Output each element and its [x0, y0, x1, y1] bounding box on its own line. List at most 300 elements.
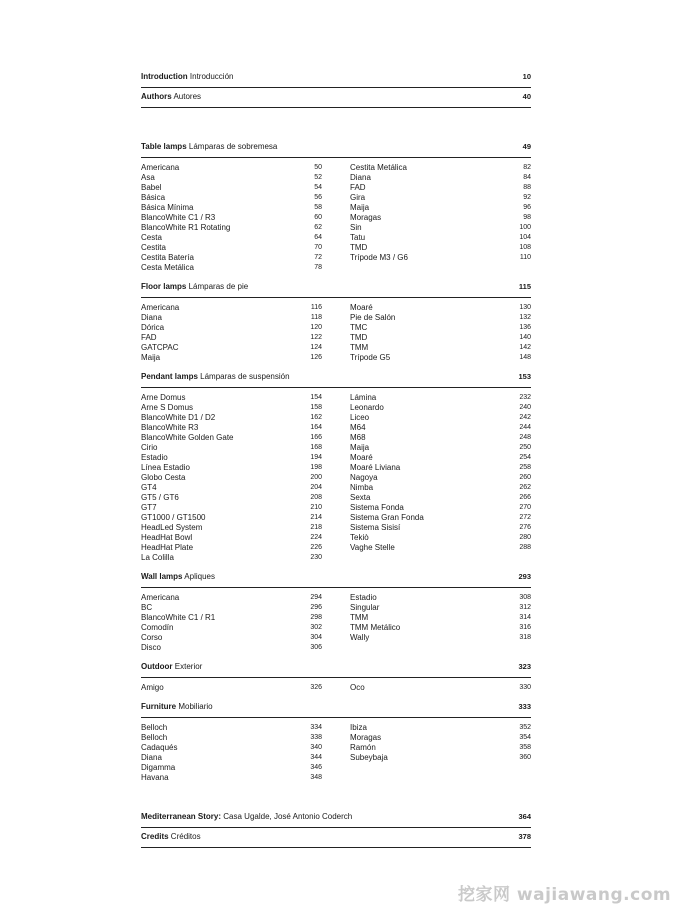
toc-item[interactable]	[141, 333, 322, 343]
toc-item[interactable]	[350, 423, 531, 433]
toc-item[interactable]	[141, 203, 322, 213]
item-page-number: 70	[314, 244, 322, 251]
toc-item[interactable]	[141, 463, 322, 473]
toc-item[interactable]	[141, 393, 322, 403]
item-name: Vaghe Stelle	[350, 543, 395, 552]
item-page-number: 248	[519, 434, 531, 441]
item-name: Oco	[350, 683, 365, 692]
item-page-number: 352	[519, 724, 531, 731]
toc-item[interactable]	[141, 433, 322, 443]
item-page-number: 226	[310, 544, 322, 551]
toc-item[interactable]	[350, 223, 531, 233]
section-header-4[interactable]	[141, 661, 531, 678]
toc-item[interactable]	[141, 483, 322, 493]
item-name: FAD	[141, 333, 157, 342]
item-page-number: 54	[314, 184, 322, 191]
toc-item[interactable]	[350, 623, 531, 633]
toc-item[interactable]	[350, 603, 531, 613]
item-name: Globo Cesta	[141, 473, 186, 482]
section-page-number: 323	[518, 662, 531, 671]
item-page-number: 260	[519, 474, 531, 481]
toc-item[interactable]	[350, 593, 531, 603]
item-page-number: 124	[310, 344, 322, 351]
entry-page-number: 40	[522, 92, 531, 101]
toc-item[interactable]	[141, 773, 322, 783]
item-page-number: 82	[523, 164, 531, 171]
toc-item[interactable]	[350, 473, 531, 483]
section-page-number: 333	[518, 702, 531, 711]
item-page-number: 168	[310, 444, 322, 451]
item-name: HeadHat Bowl	[141, 533, 193, 542]
item-name: GT7	[141, 503, 157, 512]
item-page-number: 56	[314, 194, 322, 201]
item-page-number: 304	[310, 634, 322, 641]
item-name: Línea Estadio	[141, 463, 190, 472]
item-name: Disco	[141, 643, 162, 652]
item-name: FAD	[350, 183, 366, 192]
item-page-number: 340	[310, 744, 322, 751]
watermark-text: 挖家网 wajiawang.com	[458, 885, 672, 905]
item-page-number: 72	[314, 254, 322, 261]
item-name: Cesta Metálica	[141, 263, 194, 272]
item-page-number: 312	[519, 604, 531, 611]
item-page-number: 294	[310, 594, 322, 601]
toc-item[interactable]	[350, 253, 531, 263]
toc-item[interactable]	[141, 233, 322, 243]
item-name: Cestita Batería	[141, 253, 194, 262]
item-name: Belloch	[141, 733, 168, 742]
toc-item[interactable]	[350, 303, 531, 313]
section-header-0[interactable]	[141, 141, 531, 158]
item-page-number: 306	[310, 644, 322, 651]
item-name: Belloch	[141, 723, 168, 732]
toc-item[interactable]	[350, 313, 531, 323]
toc-item[interactable]	[141, 533, 322, 543]
toc-item[interactable]	[141, 453, 322, 463]
toc-item[interactable]	[141, 163, 322, 173]
toc-item[interactable]	[141, 403, 322, 413]
item-name: Corso	[141, 633, 163, 642]
toc-item[interactable]	[350, 433, 531, 443]
item-name: GT5 / GT6	[141, 493, 179, 502]
toc-item[interactable]	[141, 763, 322, 773]
item-page-number: 280	[519, 534, 531, 541]
item-name: TMD	[350, 243, 368, 252]
entries-column-left	[141, 163, 322, 273]
toc-item[interactable]	[141, 683, 322, 693]
item-page-number: 254	[519, 454, 531, 461]
item-page-number: 258	[519, 464, 531, 471]
toc-item[interactable]	[350, 203, 531, 213]
toc-item[interactable]	[350, 753, 531, 763]
item-page-number: 218	[310, 524, 322, 531]
item-page-number: 316	[519, 624, 531, 631]
section-header-1[interactable]	[141, 281, 531, 298]
toc-entry-introduction[interactable]	[141, 71, 531, 88]
item-name: BlancoWhite R1 Rotating	[141, 223, 231, 232]
item-page-number: 84	[523, 174, 531, 181]
toc-item[interactable]	[350, 193, 531, 203]
item-name: Maija	[350, 203, 370, 212]
item-page-number: 96	[523, 204, 531, 211]
item-name: GATCPAC	[141, 343, 179, 352]
toc-item[interactable]	[350, 353, 531, 363]
item-name: Havana	[141, 773, 169, 782]
item-name: HeadHat Plate	[141, 543, 194, 552]
item-page-number: 116	[310, 304, 322, 311]
item-page-number: 132	[519, 314, 531, 321]
item-name: BlancoWhite D1 / D2	[141, 413, 216, 422]
toc-item[interactable]	[350, 403, 531, 413]
item-page-number: 158	[310, 404, 322, 411]
item-page-number: 100	[519, 224, 531, 231]
item-name: Ramón	[350, 743, 376, 752]
item-name: Nagoya	[350, 473, 378, 482]
item-name: BlancoWhite C1 / R3	[141, 213, 216, 222]
item-page-number: 88	[523, 184, 531, 191]
toc-item[interactable]	[141, 353, 322, 363]
item-page-number: 52	[314, 174, 322, 181]
item-name: Comodín	[141, 623, 174, 632]
section-title: Furniture Mobiliario	[141, 702, 213, 711]
toc-item[interactable]	[141, 413, 322, 423]
item-name: BC	[141, 603, 153, 612]
toc-item[interactable]	[141, 343, 322, 353]
item-page-number: 244	[519, 424, 531, 431]
item-name: Gira	[350, 193, 366, 202]
item-name: Arne Domus	[141, 393, 186, 402]
item-name: Diana	[350, 173, 371, 182]
item-name: Americana	[141, 303, 180, 312]
section-title: Outdoor Exterior	[141, 662, 203, 671]
item-page-number: 288	[519, 544, 531, 551]
item-page-number: 162	[310, 414, 322, 421]
item-page-number: 338	[310, 734, 322, 741]
item-name: Nimba	[350, 483, 374, 492]
item-page-number: 308	[519, 594, 531, 601]
toc-item[interactable]	[350, 443, 531, 453]
item-name: Maija	[350, 443, 370, 452]
item-page-number: 60	[314, 214, 322, 221]
section-page-number: 293	[518, 572, 531, 581]
entry-title: Authors Autores	[141, 92, 202, 101]
item-page-number: 50	[314, 164, 322, 171]
entries-column-left	[141, 723, 322, 783]
item-page-number: 354	[519, 734, 531, 741]
item-page-number: 64	[314, 234, 322, 241]
item-name: Diana	[141, 753, 162, 762]
item-name: Sexta	[350, 493, 371, 502]
item-page-number: 120	[310, 324, 322, 331]
item-name: Cadaqués	[141, 743, 178, 752]
item-name: Arne S Domus	[141, 403, 194, 412]
item-name: Sin	[350, 223, 362, 232]
section-header-3[interactable]	[141, 571, 531, 588]
toc-item[interactable]	[350, 233, 531, 243]
section-page-number: 115	[518, 282, 531, 291]
toc-item[interactable]	[141, 753, 322, 763]
item-page-number: 136	[519, 324, 531, 331]
item-name: Asa	[141, 173, 155, 182]
item-name: Amigo	[141, 683, 164, 692]
item-page-number: 330	[519, 684, 531, 691]
item-page-number: 314	[519, 614, 531, 621]
item-name: Liceo	[350, 413, 370, 422]
item-name: Sistema Gran Fonda	[350, 513, 424, 522]
item-name: BlancoWhite C1 / R1	[141, 613, 216, 622]
item-page-number: 164	[310, 424, 322, 431]
toc-item[interactable]	[350, 213, 531, 223]
toc-item[interactable]	[141, 223, 322, 233]
toc-item[interactable]	[350, 503, 531, 513]
item-page-number: 198	[310, 464, 322, 471]
item-page-number: 142	[519, 344, 531, 351]
item-page-number: 298	[310, 614, 322, 621]
toc-entry-authors[interactable]	[141, 91, 531, 108]
toc-item[interactable]	[350, 183, 531, 193]
toc-item[interactable]	[141, 493, 322, 503]
toc-item[interactable]	[141, 623, 322, 633]
toc-item[interactable]	[350, 733, 531, 743]
item-name: BlancoWhite Golden Gate	[141, 433, 234, 442]
item-page-number: 326	[310, 684, 322, 691]
item-page-number: 194	[310, 454, 322, 461]
toc-item[interactable]	[350, 613, 531, 623]
item-name: Moragas	[350, 213, 382, 222]
section-header-5[interactable]	[141, 701, 531, 718]
item-name: Básica Mínima	[141, 203, 194, 212]
item-name: Estadio	[350, 593, 377, 602]
toc-item[interactable]	[350, 483, 531, 493]
item-page-number: 166	[310, 434, 322, 441]
entries-column-right	[350, 303, 531, 363]
item-page-number: 98	[523, 214, 531, 221]
entries-column-right	[350, 593, 531, 643]
toc-item[interactable]	[141, 593, 322, 603]
toc-item[interactable]	[141, 213, 322, 223]
entries-column-left	[141, 303, 322, 363]
item-name: Sistema Sisisí	[350, 523, 401, 532]
toc-item[interactable]	[141, 523, 322, 533]
item-page-number: 118	[310, 314, 322, 321]
item-name: Singular	[350, 603, 380, 612]
item-page-number: 208	[310, 494, 322, 501]
entry-title: Credits Créditos	[141, 832, 201, 841]
entry-title: Introduction Introducción	[141, 72, 234, 81]
toc-item[interactable]	[350, 723, 531, 733]
toc-item[interactable]	[141, 733, 322, 743]
item-name: Tatu	[350, 233, 366, 242]
item-page-number: 270	[519, 504, 531, 511]
entries-column-left	[141, 683, 322, 693]
item-name: TMM	[350, 343, 369, 352]
section-page-number: 49	[522, 142, 531, 151]
toc-entry-credits[interactable]	[141, 831, 531, 848]
item-page-number: 58	[314, 204, 322, 211]
toc-item[interactable]	[141, 443, 322, 453]
toc-item[interactable]	[350, 393, 531, 403]
toc-item[interactable]	[141, 253, 322, 263]
item-page-number: 240	[519, 404, 531, 411]
toc-item[interactable]	[141, 423, 322, 433]
item-page-number: 224	[310, 534, 322, 541]
item-page-number: 266	[519, 494, 531, 501]
item-name: TMM Metálico	[350, 623, 401, 632]
item-name: GT1000 / GT1500	[141, 513, 206, 522]
item-name: TMC	[350, 323, 368, 332]
toc-item[interactable]	[350, 323, 531, 333]
item-name: M68	[350, 433, 366, 442]
entry-page-number: 378	[518, 832, 531, 841]
item-name: TMD	[350, 333, 368, 342]
item-name: Trípode G5	[350, 353, 391, 362]
item-page-number: 92	[523, 194, 531, 201]
item-name: Moaré Liviana	[350, 463, 401, 472]
item-page-number: 344	[310, 754, 322, 761]
item-page-number: 242	[519, 414, 531, 421]
item-name: Estadio	[141, 453, 168, 462]
toc-item[interactable]	[141, 603, 322, 613]
item-page-number: 140	[519, 334, 531, 341]
item-name: Americana	[141, 593, 180, 602]
item-name: Digamma	[141, 763, 176, 772]
toc-item[interactable]	[141, 643, 322, 653]
item-name: M64	[350, 423, 366, 432]
toc-entry-mediterranean-story[interactable]	[141, 811, 531, 828]
item-page-number: 204	[310, 484, 322, 491]
item-name: Básica	[141, 193, 166, 202]
item-page-number: 262	[519, 484, 531, 491]
item-name: Subeybaja	[350, 753, 388, 762]
toc-item[interactable]	[350, 453, 531, 463]
item-name: Cirio	[141, 443, 158, 452]
item-page-number: 78	[314, 264, 322, 271]
toc-item[interactable]	[141, 173, 322, 183]
item-name: GT4	[141, 483, 157, 492]
toc-item[interactable]	[350, 463, 531, 473]
item-page-number: 272	[519, 514, 531, 521]
item-page-number: 108	[519, 244, 531, 251]
toc-item[interactable]	[350, 493, 531, 503]
entries-column-left	[141, 593, 322, 653]
item-page-number: 250	[519, 444, 531, 451]
section-header-2[interactable]	[141, 371, 531, 388]
item-name: Moaré	[350, 303, 373, 312]
entry-page-number: 10	[522, 72, 531, 81]
item-page-number: 126	[310, 354, 322, 361]
item-name: Cestita Metálica	[350, 163, 407, 172]
toc-item[interactable]	[350, 683, 531, 693]
toc-item[interactable]	[141, 553, 322, 563]
toc-item[interactable]	[141, 543, 322, 553]
item-name: TMM	[350, 613, 369, 622]
item-page-number: 122	[310, 334, 322, 341]
item-name: Cestita	[141, 243, 166, 252]
toc-item[interactable]	[141, 263, 322, 273]
item-name: Tekiò	[350, 533, 369, 542]
item-page-number: 104	[519, 234, 531, 241]
item-name: Wally	[350, 633, 370, 642]
toc-item[interactable]	[350, 343, 531, 353]
item-name: Cesta	[141, 233, 162, 242]
item-page-number: 148	[519, 354, 531, 361]
item-name: Pie de Salón	[350, 313, 396, 322]
item-page-number: 334	[310, 724, 322, 731]
toc-item[interactable]	[141, 243, 322, 253]
toc-item[interactable]	[350, 633, 531, 643]
item-name: Maija	[141, 353, 161, 362]
toc-item[interactable]	[141, 183, 322, 193]
item-name: Diana	[141, 313, 162, 322]
toc-item[interactable]	[141, 323, 322, 333]
item-page-number: 302	[310, 624, 322, 631]
toc-item[interactable]	[141, 513, 322, 523]
item-name: Leonardo	[350, 403, 384, 412]
toc-item[interactable]	[141, 193, 322, 203]
item-page-number: 230	[310, 554, 322, 561]
toc-item[interactable]	[350, 543, 531, 553]
item-page-number: 210	[310, 504, 322, 511]
item-name: Sistema Fonda	[350, 503, 404, 512]
entries-column-left	[141, 393, 322, 563]
item-name: HeadLed System	[141, 523, 203, 532]
toc-item[interactable]	[141, 303, 322, 313]
entries-column-right	[350, 163, 531, 263]
section-page-number: 153	[518, 372, 531, 381]
toc-item[interactable]	[141, 633, 322, 643]
entries-column-right	[350, 393, 531, 553]
toc-item[interactable]	[350, 413, 531, 423]
item-name: BlancoWhite R3	[141, 423, 199, 432]
toc-item[interactable]	[141, 313, 322, 323]
item-page-number: 110	[519, 254, 531, 261]
item-page-number: 62	[314, 224, 322, 231]
toc-item[interactable]	[141, 743, 322, 753]
toc-item[interactable]	[350, 743, 531, 753]
toc-item[interactable]	[141, 503, 322, 513]
item-name: Moaré	[350, 453, 373, 462]
toc-item[interactable]	[350, 243, 531, 253]
item-name: Babel	[141, 183, 162, 192]
item-page-number: 348	[310, 774, 322, 781]
toc-item[interactable]	[350, 513, 531, 523]
item-page-number: 200	[310, 474, 322, 481]
section-title: Floor lamps Lámparas de pie	[141, 282, 249, 291]
item-page-number: 346	[310, 764, 322, 771]
toc-item[interactable]	[141, 473, 322, 483]
item-page-number: 130	[519, 304, 531, 311]
item-page-number: 232	[519, 394, 531, 401]
toc-item[interactable]	[141, 723, 322, 733]
toc-item[interactable]	[350, 533, 531, 543]
toc-item[interactable]	[350, 163, 531, 173]
item-page-number: 318	[519, 634, 531, 641]
section-title: Pendant lamps Lámparas de suspensión	[141, 372, 290, 381]
entries-column-right	[350, 723, 531, 763]
toc-item[interactable]	[350, 333, 531, 343]
section-title: Wall lamps Apliques	[141, 572, 215, 581]
entry-page-number: 364	[518, 812, 531, 821]
toc-item[interactable]	[141, 613, 322, 623]
toc-item[interactable]	[350, 173, 531, 183]
item-page-number: 296	[310, 604, 322, 611]
item-page-number: 358	[519, 744, 531, 751]
item-name: Trípode M3 / G6	[350, 253, 408, 262]
toc-item[interactable]	[350, 523, 531, 533]
item-name: Ibiza	[350, 723, 367, 732]
item-name: La Colilla	[141, 553, 174, 562]
item-name: Americana	[141, 163, 180, 172]
